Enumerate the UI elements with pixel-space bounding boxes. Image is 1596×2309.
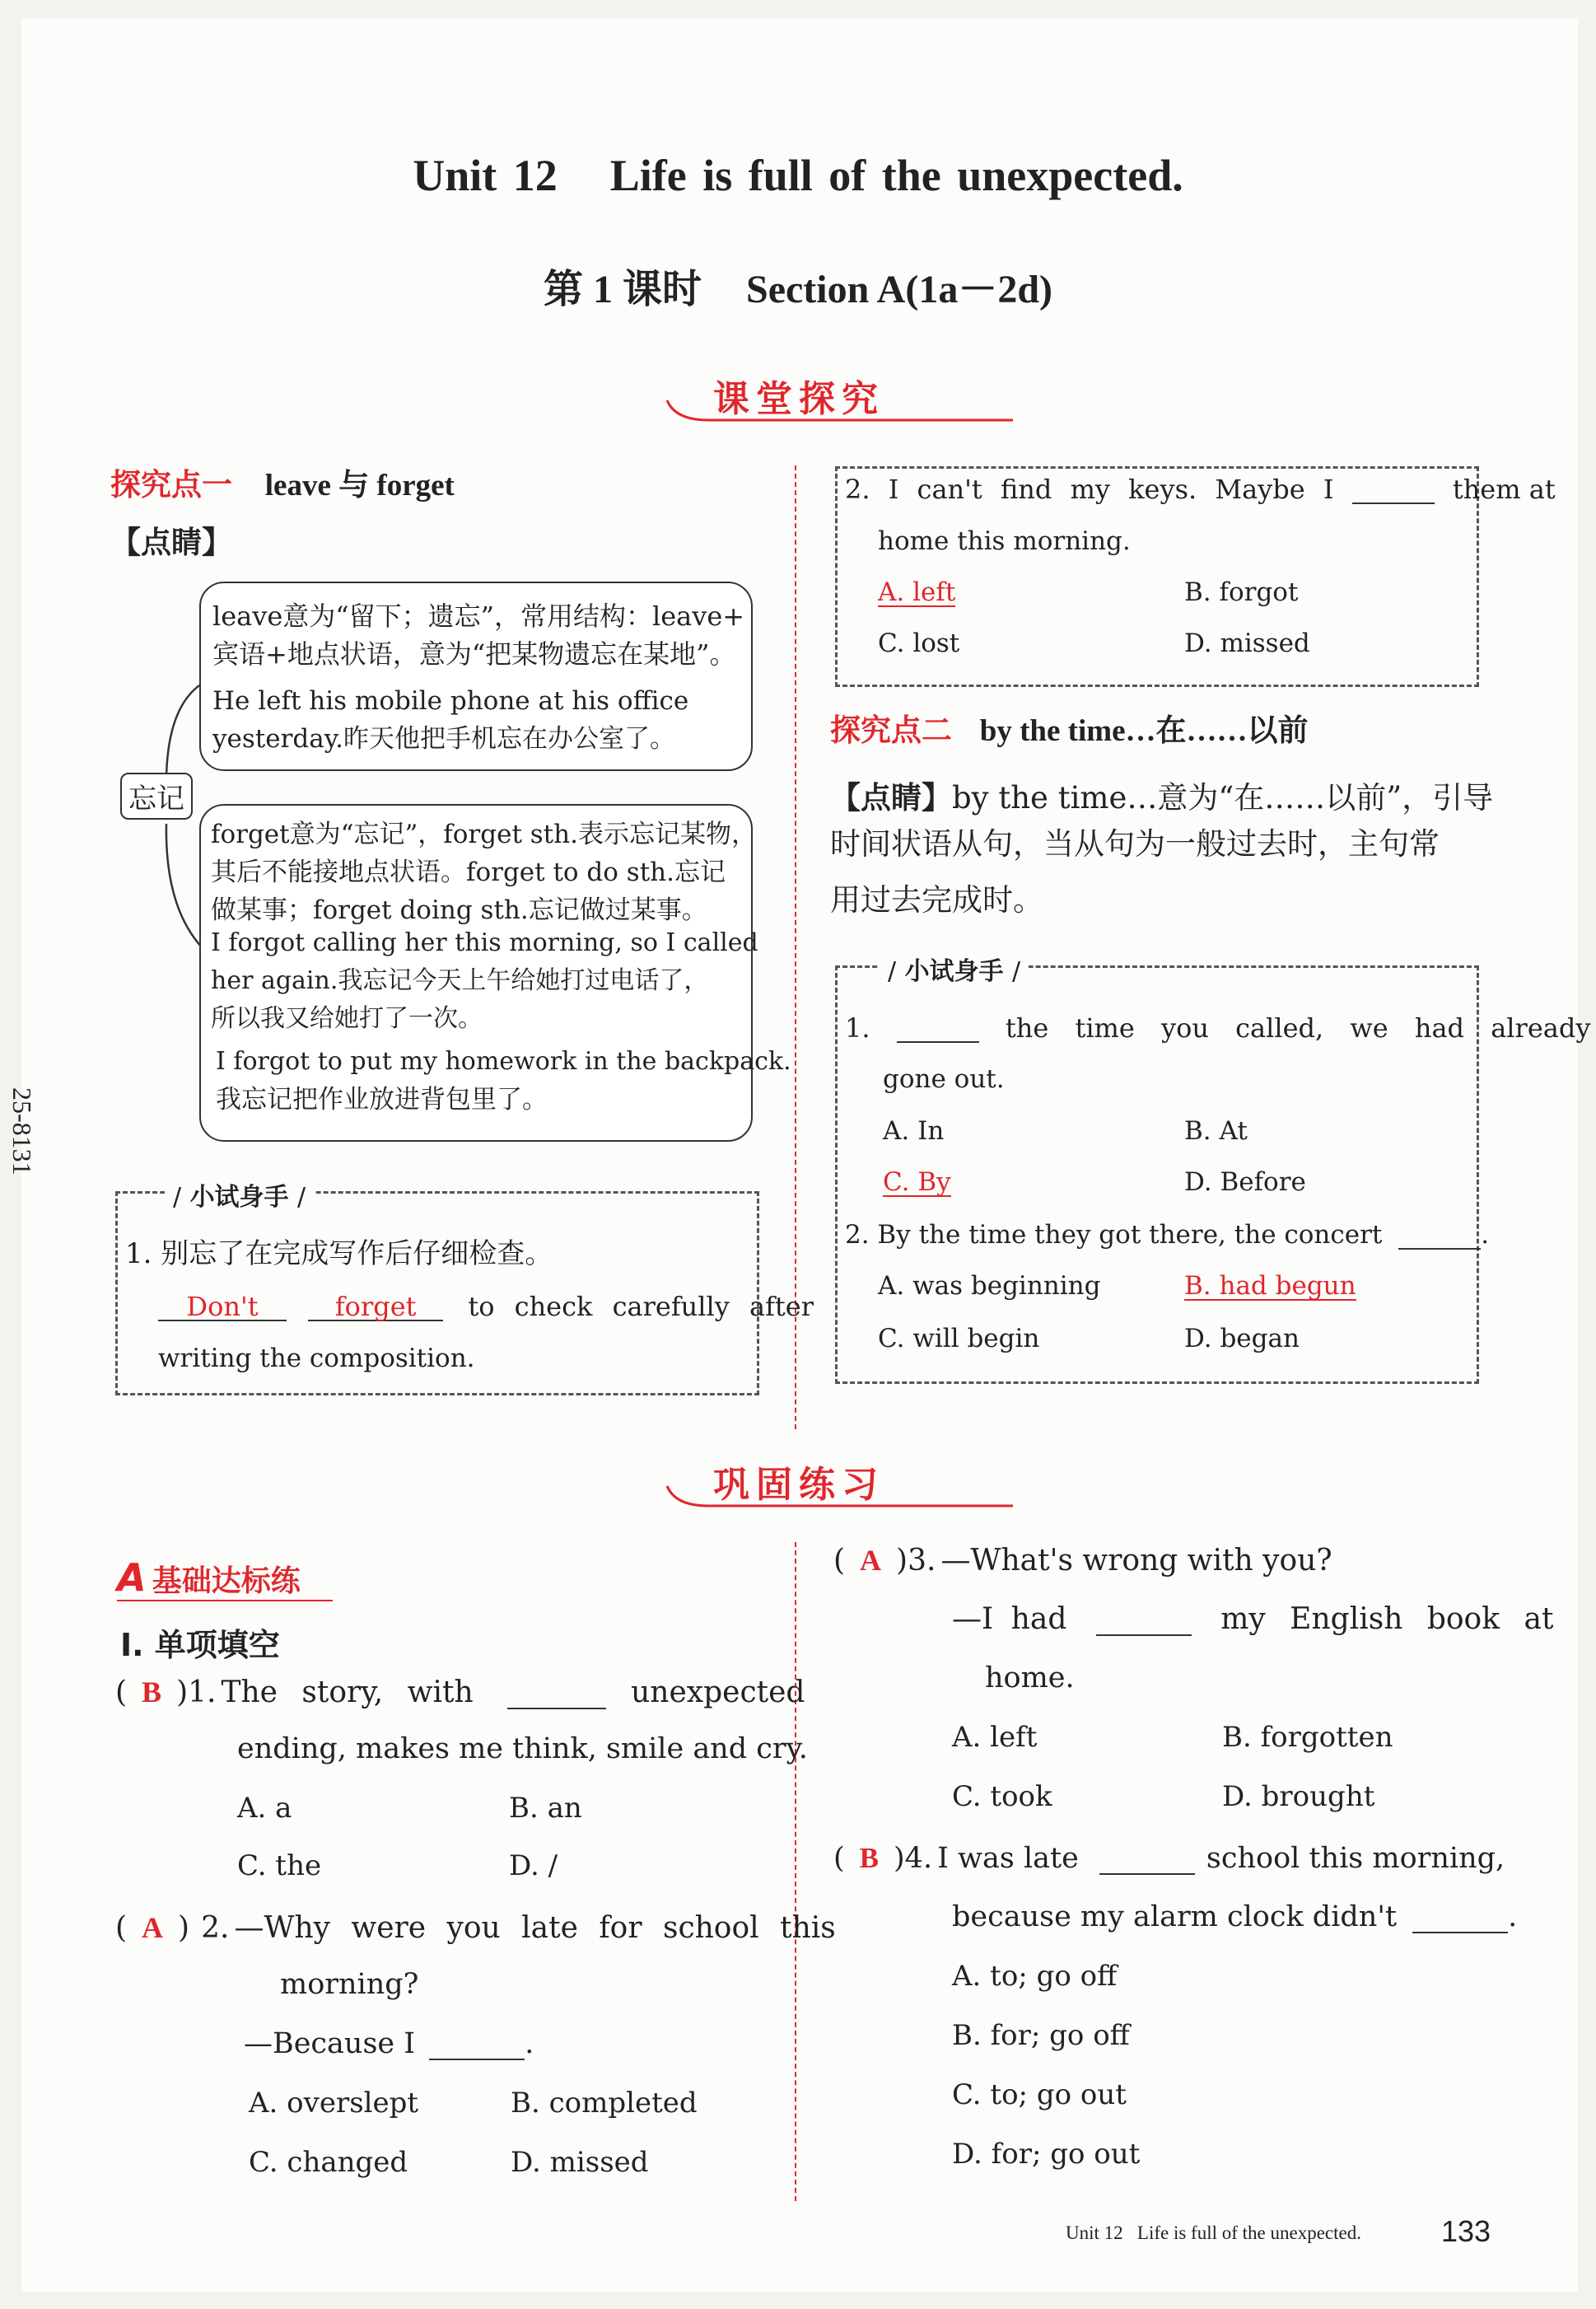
q4-blank2[interactable] — [1412, 1903, 1508, 1933]
q4-blank1[interactable] — [1099, 1844, 1195, 1875]
point1-q1-answer-line — [158, 1293, 814, 1321]
point1-q1-rest2: writing the composition. — [158, 1344, 475, 1373]
bubble1-line: yesterday.昨天他把手机忘在办公室了。 — [212, 724, 675, 754]
bubble2-line: I forgot calling her this morning, so I called — [211, 928, 758, 957]
bubble1-line: leave意为“留下；遗忘”，常用结构：leave+ — [212, 601, 745, 632]
q4-option-b[interactable]: B. for; go off — [952, 2019, 1130, 2052]
q2-option-d[interactable]: D. missed — [511, 2146, 649, 2179]
point2-q1-option-b[interactable]: B. At — [1184, 1116, 1248, 1146]
point2-topic: by the time…在……以前 — [979, 714, 1309, 748]
point1-practice-label: / 小试身手 / — [165, 1176, 314, 1213]
point2-q1-option-d[interactable]: D. Before — [1184, 1167, 1306, 1197]
section-range: Section A(1a－2d) — [746, 268, 1053, 311]
right-q2-option-b[interactable]: B. forgot — [1184, 577, 1299, 607]
point2-label: 探究点二 — [830, 713, 952, 748]
column-divider — [795, 465, 796, 1429]
q4-answer: B — [859, 1842, 880, 1874]
point1-q1-rest: to check carefully after — [468, 1291, 814, 1322]
point1-q1-prompt: 1. 别忘了在完成写作后仔细检查。 — [125, 1237, 553, 1270]
q1-text-a: The story, with — [221, 1676, 474, 1709]
q2-text: —Why were you late for school this — [234, 1911, 836, 1945]
bubble2-line: forget意为“忘记”，forget sth.表示忘记某物， — [211, 820, 757, 849]
q1-blank[interactable] — [507, 1678, 606, 1709]
point1-q1-blank1[interactable]: Don't — [158, 1293, 287, 1321]
q2-option-b[interactable]: B. completed — [511, 2087, 698, 2120]
mind-map-center: 忘记 — [120, 773, 193, 820]
forget-explanation-bubble — [199, 804, 791, 1142]
q3-option-a[interactable]: A. left — [952, 1721, 1038, 1754]
point1-q1-blank2[interactable]: forget — [308, 1293, 443, 1321]
point2-q2-option-b[interactable]: B. had begun — [1184, 1271, 1356, 1301]
point2-q1-blank[interactable] — [897, 1015, 979, 1043]
level-a-icon: A — [117, 1555, 147, 1600]
q4-option-c[interactable]: C. to; go out — [952, 2078, 1127, 2111]
q3-blank[interactable] — [1096, 1605, 1192, 1636]
q4-option-d[interactable]: D. for; go out — [952, 2138, 1141, 2171]
bubble1-line: He left his mobile phone at his office — [212, 686, 689, 716]
point1-label: 探究点一 — [110, 467, 232, 502]
q3-text2b: my English book at — [1220, 1602, 1554, 1636]
q4-text-b: school this morning, — [1206, 1842, 1505, 1875]
point1-tip-label: 【点睛】 — [110, 525, 232, 560]
point2-tip-label: 【点睛】 — [830, 780, 952, 816]
q3-answer: A — [860, 1544, 882, 1577]
q2-option-c[interactable]: C. changed — [249, 2146, 408, 2179]
column-divider-2 — [795, 1542, 796, 2201]
point2-q1-option-c[interactable]: C. By — [883, 1167, 951, 1197]
point2-q2-option-a[interactable]: A. was beginning — [878, 1271, 1101, 1301]
heading-underline-swoosh — [659, 1484, 1021, 1509]
q1-text-b: unexpected — [631, 1676, 805, 1709]
section-heading-consolidate: 巩固练习 — [713, 1464, 884, 1506]
right-q2-option-d[interactable]: D. missed — [1184, 629, 1310, 658]
q3-option-b[interactable]: B. forgotten — [1222, 1721, 1393, 1754]
q2-line1: ( A ) 2. —Why were you late for school this — [115, 1911, 836, 1945]
q3-number: 3. — [908, 1544, 936, 1578]
unit-title — [0, 150, 1596, 201]
leave-explanation-bubble — [199, 582, 753, 771]
section-heading-explore: 课堂探究 — [713, 378, 884, 420]
q3-text: —What's wrong with you? — [940, 1544, 1332, 1578]
point2-q1-number: 1. — [845, 1012, 870, 1044]
point2-q2-blank[interactable] — [1398, 1222, 1481, 1250]
q1-answer: B — [142, 1676, 162, 1708]
point2-practice-label: / 小试身手 / — [880, 951, 1029, 987]
heading-underline-swoosh — [659, 399, 1021, 423]
q1-option-a[interactable]: A. a — [237, 1792, 292, 1825]
point2-q1-line2: gone out. — [883, 1064, 1005, 1094]
q2-answer: A — [142, 1911, 164, 1944]
q4-option-a[interactable]: A. to; go off — [952, 1960, 1118, 1993]
point2-q1-option-a[interactable]: A. In — [883, 1116, 945, 1146]
point2-q1-line1 — [845, 1012, 1591, 1044]
point2-q2-text: 2. By the time they got there, the concert — [845, 1220, 1383, 1250]
q3-option-c[interactable]: C. took — [952, 1780, 1052, 1813]
right-q2-line2: home this morning. — [878, 526, 1131, 556]
q4-number: 4. — [904, 1842, 933, 1875]
point2-q2-option-c[interactable]: C. will begin — [878, 1324, 1040, 1353]
point1-heading — [110, 467, 455, 502]
lesson-number: 第 1 课时 — [543, 268, 702, 311]
bubble2-line: her again.我忘记今天上午给她打过电话了， — [211, 966, 709, 995]
bubble2-line: 所以我又给她打了一次。 — [211, 1004, 483, 1033]
point2-q2-line1: 2. By the time they got there, the concert . — [845, 1220, 1490, 1250]
q1-option-b[interactable]: B. an — [509, 1792, 582, 1825]
right-q2-blank[interactable] — [1352, 476, 1435, 504]
right-q2-text-b: them at — [1452, 474, 1556, 505]
q3-option-d[interactable]: D. brought — [1222, 1780, 1375, 1813]
point2-q1-text: the time you called, we had already — [1005, 1012, 1591, 1044]
q1-line2: ending, makes me think, smile and cry. — [237, 1732, 808, 1765]
q4-line1: ( B )4. I was late school this morning, — [833, 1842, 1505, 1875]
q3-text2a: —I had — [952, 1602, 1067, 1636]
point2-heading — [830, 715, 1309, 746]
point1-topic: leave 与 forget — [264, 469, 455, 502]
bubble2-line: 做某事；forget doing sth.忘记做过某事。 — [211, 895, 707, 925]
level-label: 基础达标练 — [152, 1564, 301, 1598]
point2-q2-option-d[interactable]: D. began — [1184, 1324, 1300, 1353]
bubble2-line: 我忘记把作业放进背包里了。 — [216, 1085, 548, 1115]
point2-tip-line3: 用过去完成时。 — [830, 882, 1043, 918]
bubble2-line: I forgot to put my homework in the backpack. — [216, 1047, 791, 1076]
q3-line1: ( A )3. —What's wrong with you? — [833, 1544, 1332, 1578]
point2-tip-text: by the time…意为“在……以前”，引导 — [952, 780, 1494, 816]
unit-name: Life is full of the unexpected. — [609, 151, 1183, 200]
lesson-title — [0, 257, 1596, 314]
q1-option-c[interactable]: C. the — [237, 1849, 322, 1882]
right-q2-line1 — [845, 476, 1556, 504]
unit-number: Unit 12 — [413, 151, 558, 200]
page-number: 133 — [1441, 2214, 1491, 2248]
bubble1-line: 宾语+地点状语，意为“把某物遗忘在某地”。 — [212, 638, 736, 670]
part-title: Ⅰ. 单项填空 — [120, 1627, 280, 1663]
q4-line2: because my alarm clock didn't . — [952, 1900, 1518, 1933]
right-q2-option-a[interactable]: A. left — [878, 577, 956, 607]
point2-tip-line1 — [830, 773, 1493, 817]
q1-option-d[interactable]: D. / — [509, 1849, 558, 1882]
q2-blank[interactable] — [429, 2030, 525, 2060]
q3-line2 — [952, 1602, 1554, 1636]
running-footer: Unit 12 Life is full of the unexpected. — [1066, 2223, 1361, 2243]
q1-line1: ( B )1. The story, with unexpected — [115, 1676, 805, 1709]
right-q2-option-c[interactable]: C. lost — [878, 629, 960, 658]
q2-line3: —Because I . — [244, 2027, 534, 2060]
q2-line2: morning? — [280, 1968, 419, 2001]
q2-text3: —Because I — [244, 2027, 416, 2060]
level-badge — [117, 1555, 333, 1601]
point2-tip-line2: 时间状语从句，当从句为一般过去时，主句常 — [830, 826, 1440, 862]
q1-number: 1. — [188, 1676, 217, 1709]
q4-text-a: I was late — [937, 1842, 1079, 1875]
bubble2-line: 其后不能接地点状语。forget to do sth.忘记 — [211, 858, 726, 887]
right-q2-text-a: 2. I can't find my keys. Maybe I — [845, 474, 1334, 505]
q2-option-a[interactable]: A. overslept — [249, 2087, 419, 2120]
q2-number: 2. — [201, 1911, 230, 1945]
q3-line3: home. — [985, 1662, 1075, 1694]
side-print-code: 25-8131 — [7, 1087, 37, 1176]
q4-text2: because my alarm clock didn't — [952, 1900, 1398, 1933]
